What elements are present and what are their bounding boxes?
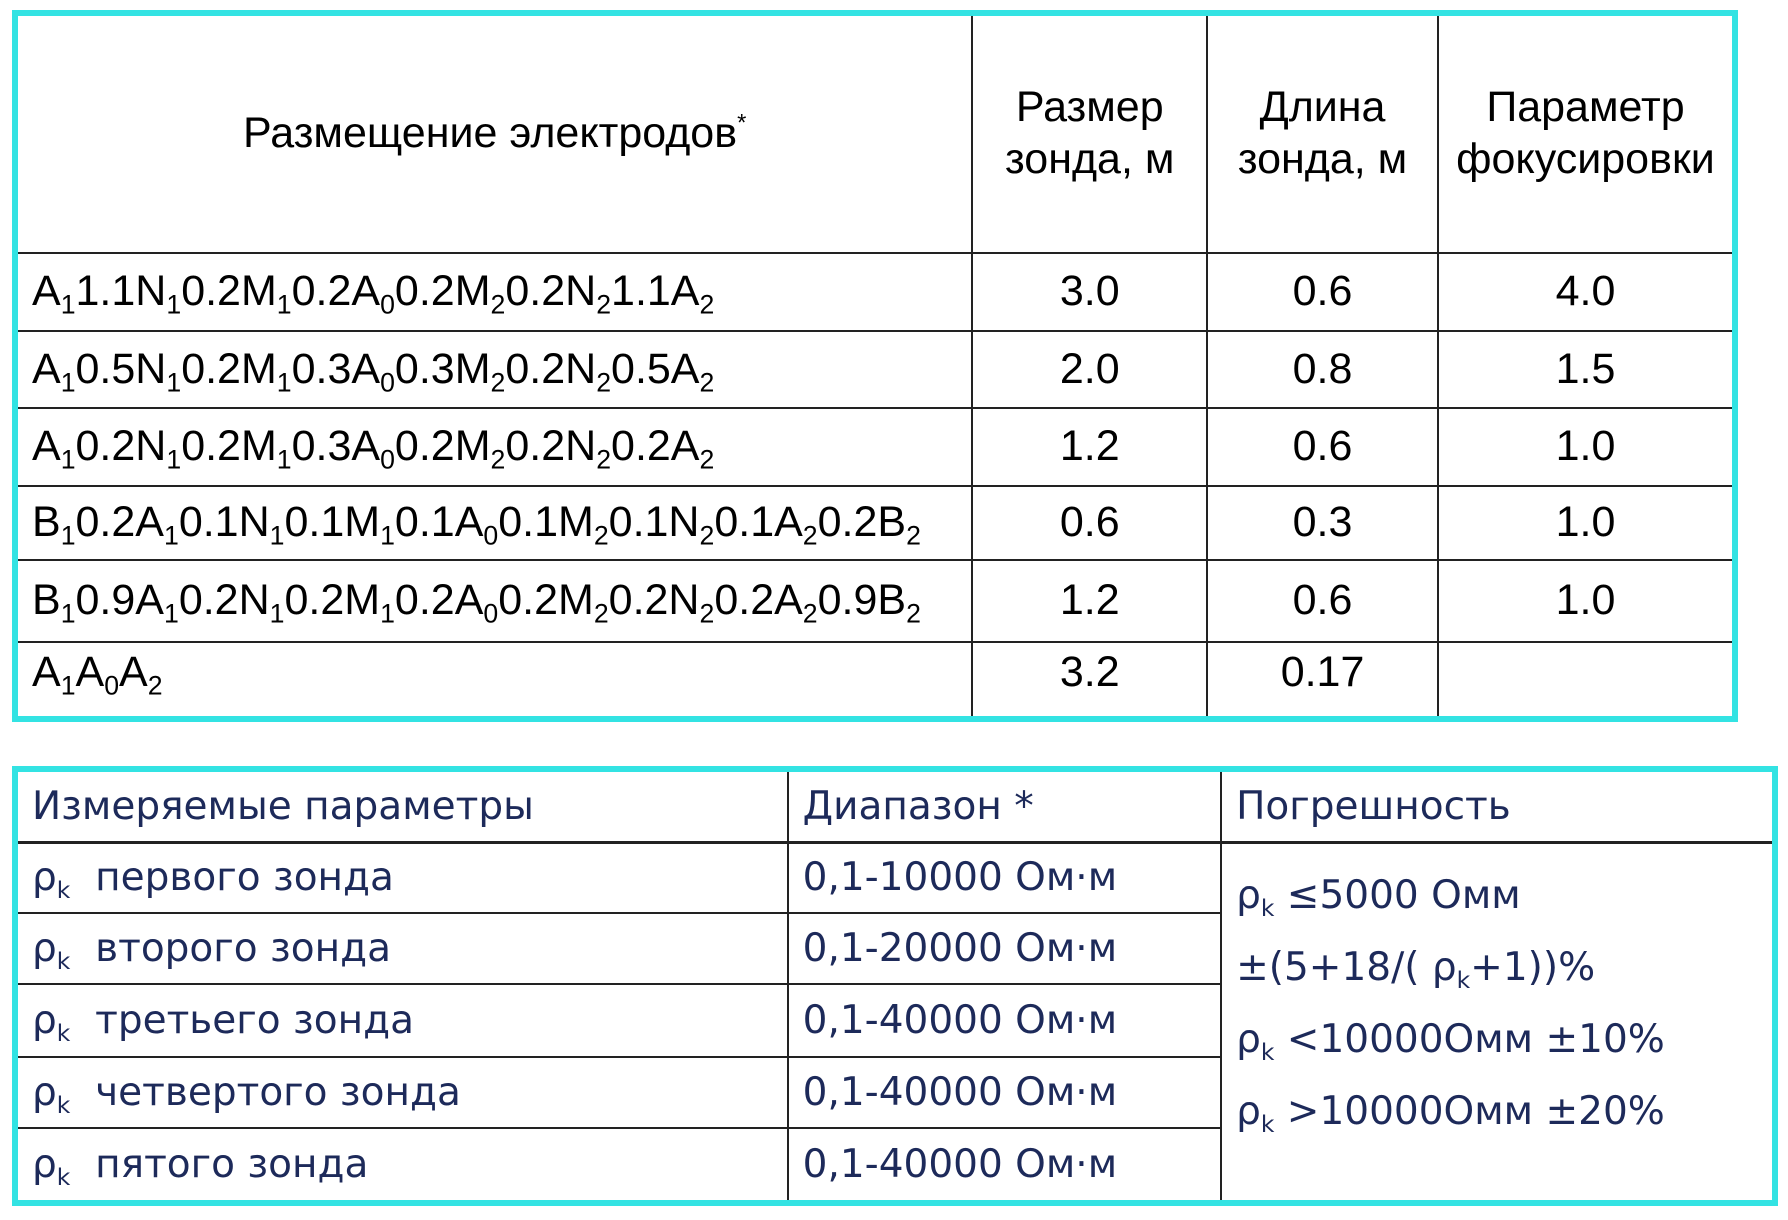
accuracy-line-text: ±(5+18/( ρ [1236,944,1457,990]
electrode-symbol: 0.2A [291,267,381,316]
accuracy-line [1236,932,1772,1004]
table-row [15,253,1735,331]
electrode-subscript: 1 [163,598,179,629]
electrode-subscript: 2 [802,520,818,551]
electrode-symbol: 0.2N [505,344,597,393]
range-cell: 0,1-40000 Ом·м [788,984,1221,1057]
rho-subscript: k [56,1163,71,1192]
electrode-symbol: A [32,344,61,393]
param-cell [15,1057,788,1128]
electrode-subscript: 2 [596,289,612,320]
focus-param-cell: 1.5 [1438,331,1735,409]
electrode-subscript: 1 [60,444,76,475]
electrode-subscript: 2 [802,598,818,629]
electrode-symbol: A [75,648,105,697]
electrode-subscript: 1 [269,598,285,629]
table-row [15,331,1735,409]
electrode-subscript: 2 [906,598,921,629]
param-name: первого зонда [95,855,394,901]
range-cell: 0,1-40000 Ом·м [788,1128,1221,1203]
table-row [15,842,1775,913]
probe-length-cell: 0.3 [1207,486,1438,560]
probe-size-cell: 3.2 [972,642,1207,719]
header-measured-params: Измеряемые параметры [15,769,788,842]
electrode-symbol: 0.1A [714,498,803,547]
electrode-subscript: 1 [276,289,292,320]
electrode-table-header [15,13,1735,253]
table-row [15,560,1735,643]
header-range: Диапазон * [788,769,1221,842]
electrode-symbol: A [32,422,61,471]
electrode-subscript: 1 [166,444,182,475]
electrode-symbol: 0.2M [181,267,277,316]
header-accuracy: Погрешность [1221,769,1775,842]
accuracy-line-subscript: k [1260,893,1275,922]
rho-subscript: k [56,947,71,976]
electrode-symbol: 0.3A [291,422,381,471]
probe-size-cell: 1.2 [972,560,1207,643]
table-row [15,642,1735,719]
electrode-symbol: 0.2N [75,422,167,471]
header-probe-size-line2: зонда, м [1005,135,1175,184]
electrode-subscript: 2 [490,444,506,475]
focus-param-cell: 1.0 [1438,486,1735,560]
accuracy-line-text: ρ [1236,1088,1261,1134]
electrode-formula [15,560,972,643]
rho-symbol: ρ [32,1069,57,1115]
electrode-subscript: 1 [60,520,76,551]
header-focus-param-line2: фокусировки [1456,135,1715,184]
electrode-symbol: 0.2N [608,576,700,625]
header-placement-text: Размещение электродов [243,109,738,158]
electrode-subscript: 1 [60,598,76,629]
header-placement [15,13,972,253]
rho-subscript: k [56,1019,71,1048]
probe-length-cell: 0.6 [1207,560,1438,643]
param-name: четвертого зонда [95,1069,461,1115]
probe-size-cell: 0.6 [972,486,1207,560]
electrode-symbol: 0.3A [291,344,381,393]
header-placement-footnote-mark: * [737,110,747,137]
electrode-subscript: 1 [380,520,395,551]
param-name: третьего зонда [95,997,414,1043]
electrode-subscript: 2 [596,367,612,398]
accuracy-cell [1221,842,1775,1203]
accuracy-line [1236,860,1772,932]
electrode-symbol: 0.9B [817,576,907,625]
electrode-symbol: 0.1M [498,498,594,547]
electrode-symbol: 0.5A [611,344,700,393]
param-name: второго зонда [95,925,391,971]
header-probe-length-line1: Длина [1259,83,1386,132]
electrode-symbol: 0.1A [394,498,484,547]
table-row [15,486,1735,560]
electrode-table [12,10,1738,722]
param-cell [15,913,788,984]
electrode-subscript: 2 [593,520,609,551]
electrode-symbol: 1.1A [611,267,700,316]
electrode-symbol: A [32,648,61,697]
accuracy-line-value: +1))% [1470,944,1596,990]
electrode-subscript: 0 [380,444,395,475]
electrode-subscript: 1 [60,367,76,398]
electrode-subscript: 1 [276,444,292,475]
electrode-subscript: 1 [166,367,182,398]
electrode-symbol: 0.2N [178,576,270,625]
focus-param-cell: 1.0 [1438,560,1735,643]
accuracy-line [1236,1004,1772,1076]
accuracy-line-text: ρ [1236,872,1261,918]
electrode-subscript: 0 [483,598,499,629]
accuracy-line [1236,1076,1772,1148]
accuracy-line-text: ρ [1236,1016,1261,1062]
electrode-subscript: 2 [699,598,715,629]
probe-length-cell: 0.8 [1207,331,1438,409]
electrode-subscript: 2 [699,367,715,398]
header-focus-param-line1: Параметр [1486,83,1685,132]
electrode-symbol: 0.2N [505,267,597,316]
electrode-symbol: 0.2M [181,422,277,471]
electrode-symbol: 0.2B [817,498,907,547]
focus-param-cell: 4.0 [1438,253,1735,331]
accuracy-line-subscript: k [1456,965,1471,994]
range-cell: 0,1-40000 Ом·м [788,1057,1221,1128]
electrode-symbol: 0.2A [611,422,700,471]
rho-symbol: ρ [32,925,57,971]
electrode-symbol: B [32,576,61,625]
electrode-formula [15,253,972,331]
electrode-subscript: 1 [60,670,76,701]
electrode-subscript: 2 [596,444,612,475]
electrode-subscript: 0 [380,289,395,320]
electrode-symbol: 0.5N [75,344,167,393]
probe-size-cell: 1.2 [972,408,1207,486]
electrode-symbol: 0.2A [75,498,164,547]
electrode-subscript: 1 [163,520,179,551]
electrode-subscript: 2 [593,598,609,629]
accuracy-line-value: <10000Омм ±10% [1274,1016,1665,1062]
header-probe-size-line1: Размер [1015,83,1164,132]
electrode-symbol: 0.1N [178,498,270,547]
param-cell [15,842,788,913]
electrode-subscript: 1 [269,520,285,551]
electrode-symbol: 0.1N [608,498,700,547]
electrode-symbol: 0.2M [394,422,491,471]
electrode-symbol: 0.2M [394,267,491,316]
electrode-symbol: 0.2M [498,576,594,625]
accuracy-line-value: >10000Омм ±20% [1274,1088,1665,1134]
electrode-subscript: 1 [276,367,292,398]
table-row [15,408,1735,486]
probe-size-cell: 3.0 [972,253,1207,331]
electrode-symbol: 0.2M [284,576,381,625]
header-probe-length-line2: зонда, м [1237,135,1408,184]
electrode-subscript: 2 [699,289,715,320]
electrode-formula [15,486,972,560]
header-probe-size [972,13,1207,253]
electrode-symbol: 0.2N [505,422,597,471]
range-cell: 0,1-10000 Ом·м [788,842,1221,913]
electrode-subscript: 2 [147,670,163,701]
param-cell [15,1128,788,1203]
electrode-formula [15,331,972,409]
rho-subscript: k [56,1091,71,1120]
measured-params-table [12,766,1778,1206]
electrode-subscript: 2 [699,444,715,475]
electrode-symbol: 0.3M [394,344,491,393]
electrode-symbol: 0.1M [284,498,381,547]
rho-symbol: ρ [32,997,57,1043]
electrode-formula [15,642,972,719]
electrode-subscript: 2 [490,289,506,320]
electrode-subscript: 0 [483,520,499,551]
param-name: пятого зонда [95,1141,369,1187]
electrode-subscript: 1 [380,598,395,629]
electrode-symbol: 0.2M [181,344,277,393]
rho-symbol: ρ [32,855,57,901]
electrode-subscript: 1 [166,289,182,320]
electrode-subscript: 0 [380,367,395,398]
accuracy-line-subscript: k [1260,1037,1275,1066]
focus-param-cell: 1.0 [1438,408,1735,486]
measured-params-header [15,769,1775,842]
electrode-subscript: 2 [490,367,506,398]
electrode-symbol: 0.2A [714,576,803,625]
accuracy-line-value: ≤5000 Омм [1274,872,1521,918]
electrode-symbol: B [32,498,61,547]
electrode-formula [15,408,972,486]
electrode-subscript: 1 [60,289,76,320]
electrode-symbol: 1.1N [75,267,167,316]
electrode-symbol: 0.9A [75,576,164,625]
electrode-symbol: A [32,267,61,316]
header-probe-length [1207,13,1438,253]
electrode-subscript: 2 [699,520,715,551]
focus-param-cell [1438,642,1735,719]
electrode-subscript: 2 [906,520,921,551]
electrode-subscript: 0 [104,670,120,701]
probe-length-cell: 0.17 [1207,642,1438,719]
probe-length-cell: 0.6 [1207,253,1438,331]
probe-size-cell: 2.0 [972,331,1207,409]
range-cell: 0,1-20000 Ом·м [788,913,1221,984]
electrode-symbol: 0.2A [394,576,484,625]
header-focus-param [1438,13,1735,253]
param-cell [15,984,788,1057]
rho-subscript: k [56,876,71,905]
electrode-symbol: A [119,648,148,697]
rho-symbol: ρ [32,1141,57,1187]
probe-length-cell: 0.6 [1207,408,1438,486]
accuracy-line-subscript: k [1260,1109,1275,1138]
